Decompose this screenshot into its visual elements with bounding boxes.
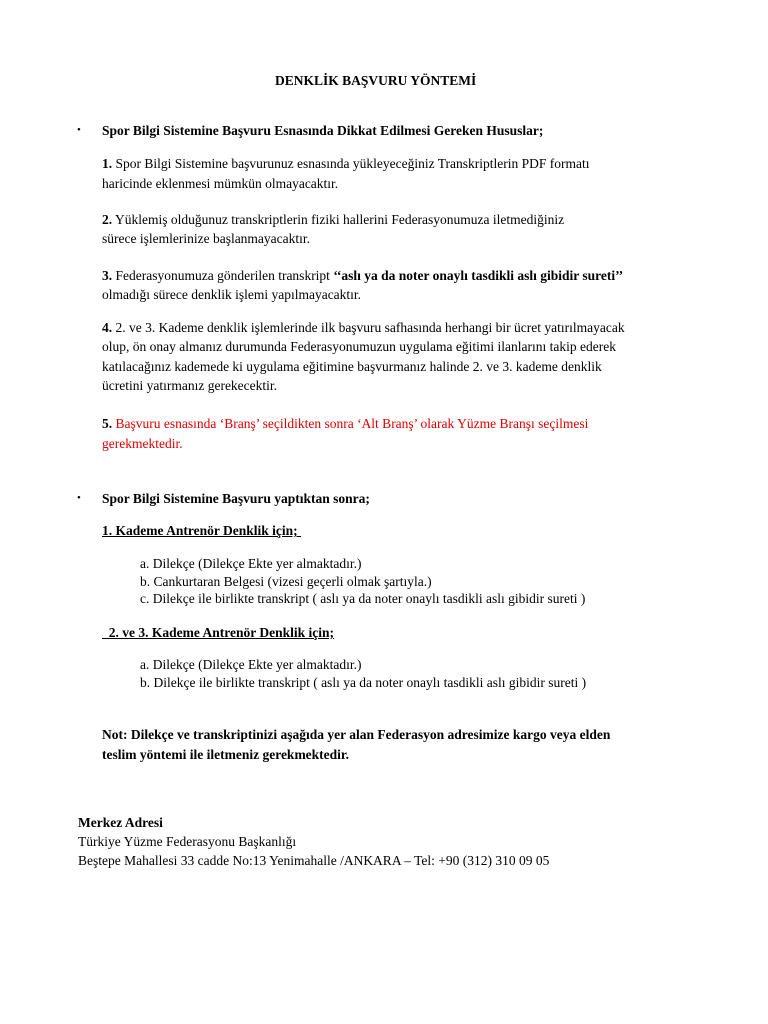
kademe23-item-a: a. Dilekçe (Dilekçe Ekte yer almaktadır.) (140, 657, 362, 672)
item5-number: 5. (102, 416, 113, 431)
address-heading: Merkez Adresi (78, 815, 163, 830)
item1-line1 (102, 157, 589, 171)
item3-line1 (102, 269, 623, 283)
item5-line1 (102, 417, 588, 431)
section2-heading: Spor Bilgi Sistemine Başvuru yaptıktan sonra; (102, 491, 370, 506)
kademe23-item-b: b. Dilekçe ile birlikte transkript ( aslı ya da noter onaylı tasdikli aslı gibidir sureti ) (140, 675, 587, 690)
item5-text: Başvuru esnasında ‘Branş’ seçildikten sonra ‘Alt Branş’ olarak Yüzme Branşı seçilmesi (112, 416, 589, 431)
item4-text: 2. ve 3. Kademe denklik işlemlerinde ilk başvuru safhasında herhangi bir ücret yatırılmayacak (112, 320, 625, 335)
item4-line2: olup, ön onay almanız durumunda Federasyonumuzun uygulama eğitimi ilanlarını takip ederek (102, 339, 616, 354)
kademe1-heading: 1. Kademe Antrenör Denklik için; (102, 523, 302, 538)
item4-line1 (102, 321, 625, 335)
bullet-icon: • (77, 124, 81, 136)
item1-number: 1. (102, 156, 113, 171)
item3-number: 3. (102, 268, 113, 283)
bullet-icon: • (77, 492, 81, 504)
kademe1-item-c: c. Dilekçe ile birlikte transkript ( aslı ya da noter onaylı tasdikli aslı gibidir sureti ) (140, 591, 586, 606)
kademe23-heading: 2. ve 3. Kademe Antrenör Denklik için; (102, 625, 334, 640)
document-title: DENKLİK BAŞVURU YÖNTEMİ (275, 73, 477, 88)
kademe1-item-a: a. Dilekçe (Dilekçe Ekte yer almaktadır.) (140, 556, 362, 571)
kademe1-item-b: b. Cankurtaran Belgesi (vizesi geçerli olmak şartıyla.) (140, 574, 432, 589)
item1-line2: haricinde eklenmesi mümkün olmayacaktır. (102, 176, 339, 191)
item2-line1 (102, 213, 564, 227)
item3-line2: olmadığı sürece denklik işlemi yapılmayacaktır. (102, 287, 362, 302)
note-line1: Not: Dilekçe ve transkriptinizi aşağıda yer alan Federasyon adresimize kargo veya elden (102, 727, 611, 742)
item5-line2: gerekmektedir. (102, 436, 183, 451)
section1-heading: Spor Bilgi Sistemine Başvuru Esnasında Dikkat Edilmesi Gereken Hususlar; (102, 123, 544, 138)
item3-emphasis: ‘‘aslı ya da noter onaylı tasdikli aslı gibidir sureti’’ (333, 268, 624, 283)
note-line2: teslim yöntemi ile iletmeniz gerekmektedir. (102, 747, 350, 762)
item4-line3: katılacağınız kademede ki uygulama eğitimine başvurmanız halinde 2. ve 3. kademe denklik (102, 359, 602, 374)
address-line2: Beştepe Mahallesi 33 cadde No:13 Yenimahalle /ANKARA – Tel: +90 (312) 310 09 05 (78, 853, 550, 868)
item4-number: 4. (102, 320, 113, 335)
item3-text: Federasyonumuza gönderilen transkript (112, 268, 334, 283)
item1-text: Spor Bilgi Sistemine başvurunuz esnasında yükleyeceğiniz Transkriptlerin PDF formatı (112, 156, 590, 171)
address-line1: Türkiye Yüzme Federasyonu Başkanlığı (78, 834, 297, 849)
item2-line2: sürece işlemlerinize başlanmayacaktır. (102, 231, 311, 246)
item2-text: Yüklemiş olduğunuz transkriptlerin fiziki hallerini Federasyonumuza iletmediğiniz (112, 212, 565, 227)
item4-line4: ücretini yatırmanız gerekecektir. (102, 378, 278, 393)
item2-number: 2. (102, 212, 113, 227)
